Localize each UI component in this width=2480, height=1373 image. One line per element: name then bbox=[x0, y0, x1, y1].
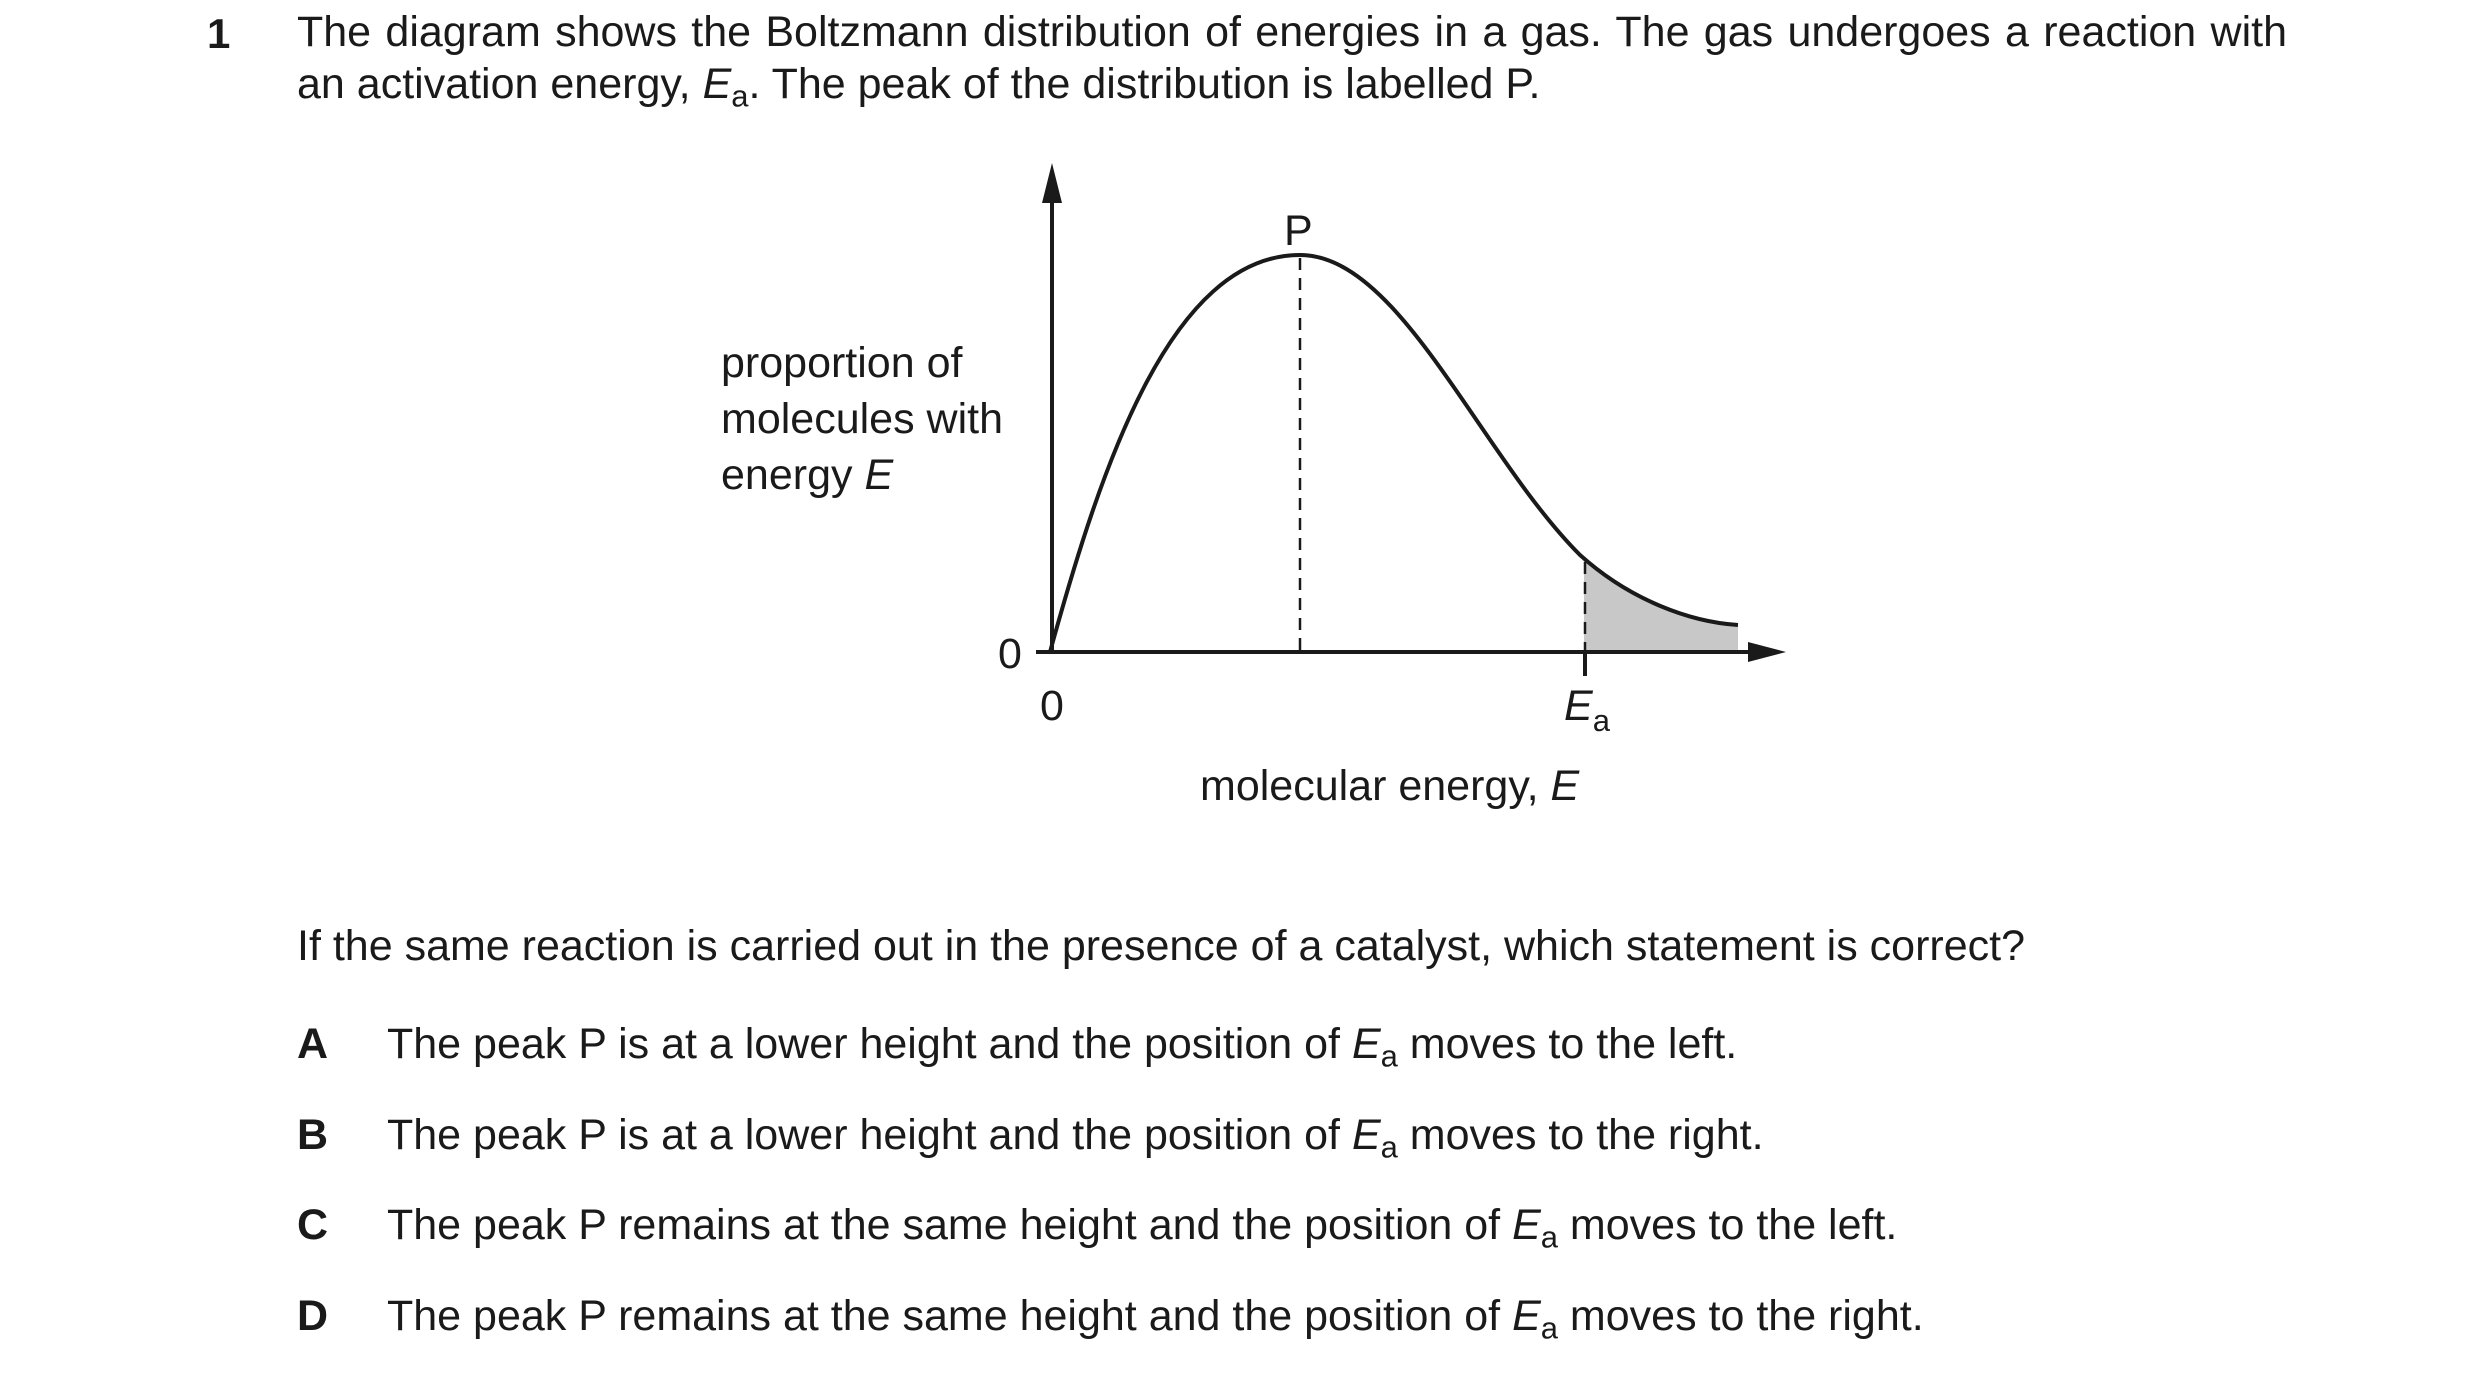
option-ea-subscript: a bbox=[1380, 1038, 1398, 1074]
option-ea-symbol: E bbox=[1512, 1292, 1541, 1340]
option-a[interactable] bbox=[297, 1018, 1738, 1074]
option-d[interactable] bbox=[297, 1290, 1924, 1346]
intro-text-start: The diagram shows the Boltzmann distribution of energies in a gas. The gas undergoes a reaction with an activation energy, bbox=[297, 8, 2287, 108]
y-axis-label-line3: energy E bbox=[721, 451, 894, 499]
x-axis-arrowhead bbox=[1748, 642, 1786, 662]
option-text-start: The peak P remains at the same height and the position of bbox=[387, 1201, 1513, 1249]
option-text-end: moves to the right. bbox=[1557, 1292, 1924, 1340]
option-text-start: The peak P is at a lower height and the position of bbox=[387, 1111, 1352, 1159]
x-origin-label: 0 bbox=[1040, 682, 1064, 730]
y-axis-label-line2: molecules with bbox=[721, 395, 1003, 443]
question-prompt: If the same reaction is carried out in the presence of a catalyst, which statement is correct? bbox=[297, 922, 2025, 970]
option-ea-subscript: a bbox=[1540, 1310, 1558, 1346]
option-letter: D bbox=[297, 1292, 329, 1340]
intro-ea-subscript: a bbox=[731, 78, 749, 114]
peak-label: P bbox=[1284, 207, 1313, 255]
x-axis-label: molecular energy, E bbox=[1200, 762, 1580, 810]
option-text-end: moves to the left. bbox=[1397, 1020, 1738, 1068]
intro-text-end: . The peak of the distribution is labelled P. bbox=[748, 60, 1541, 108]
option-ea-symbol: E bbox=[1512, 1201, 1541, 1249]
option-b[interactable] bbox=[297, 1109, 1764, 1165]
option-letter: A bbox=[297, 1020, 329, 1068]
y-origin-label: 0 bbox=[998, 630, 1022, 678]
intro-ea-symbol: E bbox=[702, 60, 732, 108]
option-text-end: moves to the left. bbox=[1557, 1201, 1898, 1249]
option-ea-symbol: E bbox=[1351, 1111, 1381, 1159]
option-c[interactable] bbox=[297, 1199, 1898, 1255]
option-text-start: The peak P remains at the same height and the position of bbox=[387, 1292, 1513, 1340]
option-ea-subscript: a bbox=[1540, 1219, 1558, 1255]
option-text-end: moves to the right. bbox=[1397, 1111, 1764, 1159]
option-text-start: The peak P is at a lower height and the position of bbox=[387, 1020, 1352, 1068]
question-number: 1 bbox=[207, 10, 231, 57]
option-ea-symbol: E bbox=[1351, 1020, 1381, 1068]
y-axis-label-line1: proportion of bbox=[721, 339, 963, 387]
distribution-curve bbox=[1050, 255, 1738, 652]
y-axis-arrowhead bbox=[1042, 163, 1062, 203]
option-letter: B bbox=[297, 1111, 329, 1159]
option-letter: C bbox=[297, 1201, 329, 1249]
option-ea-subscript: a bbox=[1380, 1129, 1398, 1165]
ea-label: $E_a$ bbox=[1564, 682, 1610, 738]
